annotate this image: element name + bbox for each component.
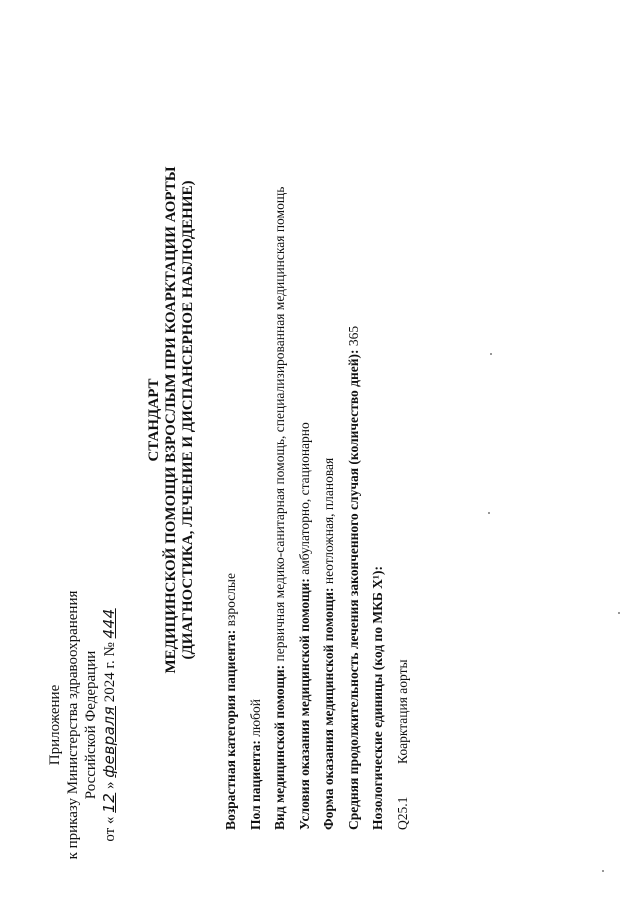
field-value: любой [247, 699, 263, 741]
field-label: Пол пациента: [247, 740, 263, 830]
field-age-category [222, 50, 247, 830]
field-value: первичная медико-санитарная помощь, специализированная медицинская помощь [272, 186, 287, 665]
scan-speck [490, 353, 492, 355]
scan-speck [488, 512, 490, 514]
field-label: Средняя продолжительность лечения законченного случая (количество дней): [345, 349, 361, 830]
standard-fields [222, 50, 418, 830]
field-label: Вид медицинской помощи: [272, 664, 287, 830]
field-treatment-duration [345, 50, 370, 830]
handwritten-month: февраля [100, 706, 118, 778]
date-close-quote: » [102, 781, 118, 789]
scan-speck [602, 870, 604, 872]
field-value: 365 [345, 325, 361, 350]
icd-diagnosis: Коарктация аорты [394, 659, 410, 764]
field-label: Нозологические единицы (код по МКБ X¹): [370, 566, 385, 830]
field-care-form [320, 50, 345, 830]
annex-order-line: к приказу Министерства здравоохранения [65, 590, 81, 860]
date-prefix: от « [102, 816, 118, 842]
field-label: Форма оказания медицинской помощи: [321, 587, 336, 830]
field-value: амбулаторно, стационарно [296, 422, 312, 579]
field-sex [247, 50, 272, 830]
handwritten-order-number: 444 [100, 608, 118, 639]
field-label: Условия оказания медицинской помощи: [296, 578, 312, 830]
annex-header [46, 560, 119, 890]
field-care-type [271, 50, 296, 830]
icd-code: Q25.1 [394, 796, 410, 830]
title-standard: СТАНДАРТ [146, 378, 162, 462]
scan-speck [618, 612, 620, 614]
nosology-row [394, 50, 418, 830]
field-label: Возрастная категория пациента: [223, 629, 238, 830]
date-year: 2024 г. № [102, 642, 118, 703]
title-subtitle: (ДИАГНОСТИКА, ЛЕЧЕНИЕ И ДИСПАНСЕРНОЕ НАБЛЮДЕНИЕ) [180, 180, 196, 660]
field-care-conditions [296, 50, 321, 830]
handwritten-day: 12 [100, 792, 118, 813]
annex-federation-line: Российской Федерации [83, 650, 99, 800]
annex-date-line [100, 560, 119, 890]
field-nosology-heading [369, 50, 394, 830]
title-main: МЕДИЦИНСКОЙ ПОМОЩИ ВЗРОСЛЫМ ПРИ КОАРКТАЦИИ АОРТЫ [163, 166, 179, 674]
document-title [146, 150, 197, 690]
field-value: взрослые [223, 573, 238, 630]
field-value: неотложная, плановая [321, 457, 336, 588]
annex-title: Приложение [47, 684, 63, 766]
